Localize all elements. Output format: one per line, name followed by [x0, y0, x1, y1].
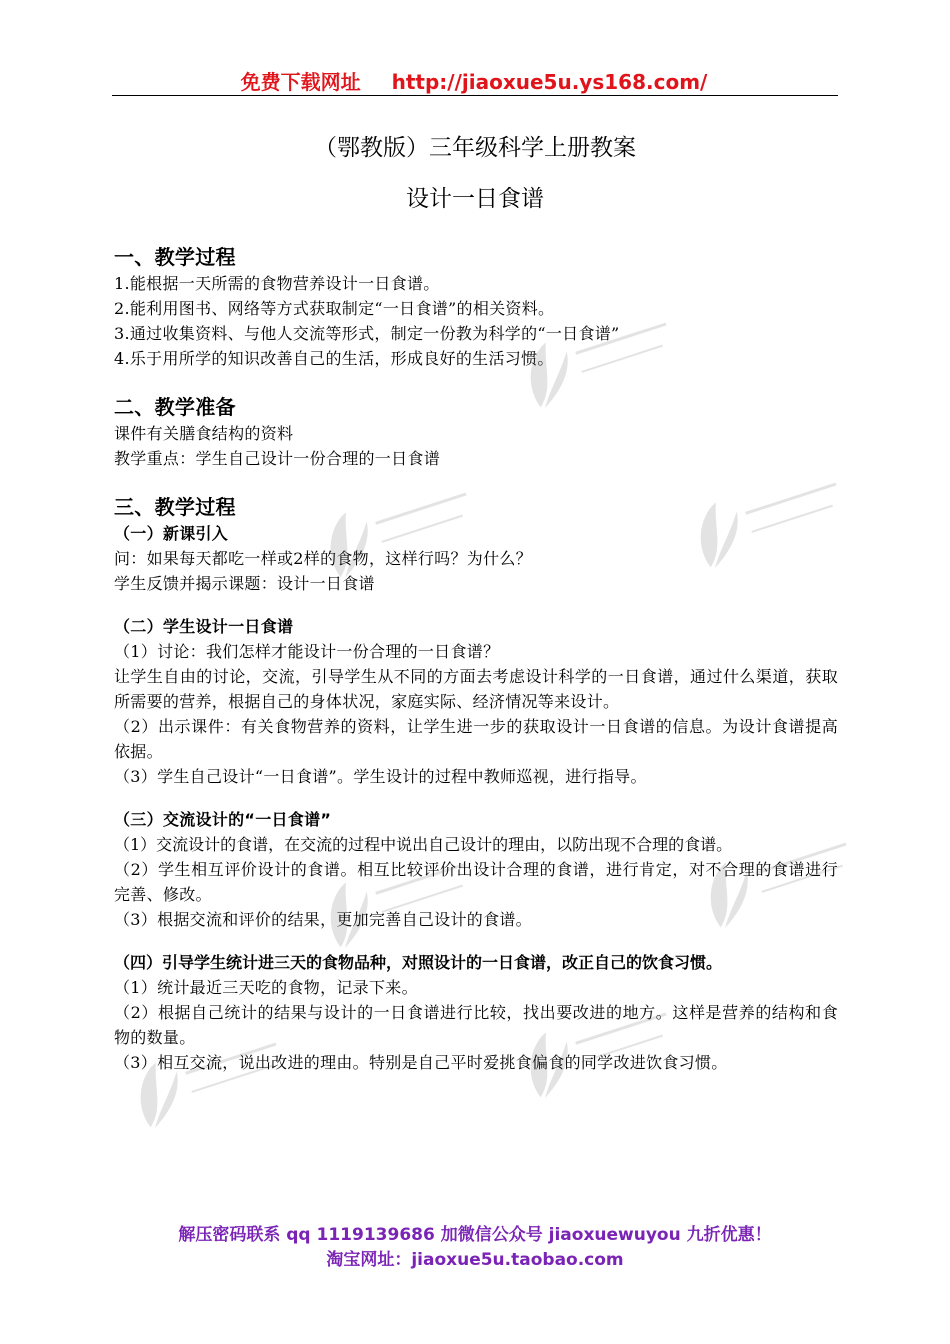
list-item: 教学重点：学生自己设计一份合理的一日食谱: [114, 449, 441, 468]
subsection-heading: （一）新课引入: [114, 524, 229, 543]
list-item: （3）相互交流，说出改进的理由。特别是自己平时爱挑食偏食的同学改进饮食习惯。: [114, 1053, 728, 1072]
paragraph: （2）学生相互评价设计的食谱。相互比较评价出设计合理的食谱，进行肯定，对不合理的食谱进行完善、修改。: [114, 860, 838, 904]
section-heading: 一、教学过程: [114, 245, 236, 269]
list-item: （3）根据交流和评价的结果，更加完善自己设计的食谱。: [114, 910, 532, 929]
list-item: 1.能根据一天所需的食物营养设计一日食谱。: [114, 274, 440, 293]
list-item: 2.能利用图书、网络等方式获取制定“一日食谱”的相关资料。: [114, 299, 555, 318]
list-item: （1）交流设计的食谱，在交流的过程中说出自己设计的理由，以防出现不合理的食谱。: [114, 835, 733, 854]
list-item: 3.通过收集资料、与他人交流等形式，制定一份教为科学的“一日食谱”: [114, 324, 620, 343]
header-divider: [112, 95, 838, 96]
list-item: （1）讨论：我们怎样才能设计一份合理的一日食谱？: [114, 642, 500, 661]
spacer: [114, 371, 838, 393]
list-item: （3）学生自己设计“一日食谱”。学生设计的过程中教师巡视，进行指导。: [114, 767, 647, 786]
document-subtitle: 设计一日食谱: [406, 186, 544, 212]
list-item: 课件有关膳食结构的资料: [114, 424, 294, 443]
list-item: （1）统计最近三天吃的食物，记录下来。: [114, 978, 418, 997]
document-title: （鄂教版）三年级科学上册教案: [314, 135, 636, 161]
spacer: [114, 471, 838, 493]
subsection-heading: （二）学生设计一日食谱: [114, 617, 294, 636]
footer-shop-link[interactable]: 淘宝网址：jiaoxue5u.taobao.com: [326, 1250, 624, 1270]
spacer: [114, 789, 838, 807]
page-header: [112, 66, 836, 94]
paragraph: （2）根据自己统计的结果与设计的一日食谱进行比较，找出要改进的地方。这样是营养的结构和食物的数量。: [114, 1003, 838, 1047]
spacer: [114, 932, 838, 950]
subsection-heading: （三）交流设计的“一日食谱”: [114, 810, 332, 829]
paragraph: 让学生自由的讨论，交流，引导学生从不同的方面去考虑设计科学的一日食谱，通过什么渠道，获取所需要的营养，根据自己的身体状况，家庭实际、经济情况等来设计。: [114, 667, 838, 711]
spacer: [114, 596, 838, 614]
list-item: 学生反馈并揭示课题：设计一日食谱: [114, 574, 375, 593]
subsection-heading: （四）引导学生统计进三天的食物品种，对照设计的一日食谱，改正自己的饮食习惯。: [114, 953, 723, 972]
paragraph: （2）出示课件：有关食物营养的资料，让学生进一步的获取设计一日食谱的信息。为设计食谱提高依据。: [114, 717, 838, 761]
list-item: 4.乐于用所学的知识改善自己的生活，形成良好的生活习惯。: [114, 349, 554, 368]
header-url-link[interactable]: http://jiaoxue5u.ys168.com/: [391, 70, 708, 94]
section-heading: 二、教学准备: [114, 395, 236, 419]
list-item: 问：如果每天都吃一样或2样的食物，这样行吗？为什么？: [114, 549, 532, 568]
section-heading: 三、教学过程: [114, 495, 236, 519]
header-label: 免费下载网址: [240, 70, 361, 94]
document-body: [114, 243, 838, 1075]
footer-contact: 解压密码联系 qq 1119139686 加微信公众号 jiaoxuewuyou 九折优惠！: [178, 1225, 772, 1245]
